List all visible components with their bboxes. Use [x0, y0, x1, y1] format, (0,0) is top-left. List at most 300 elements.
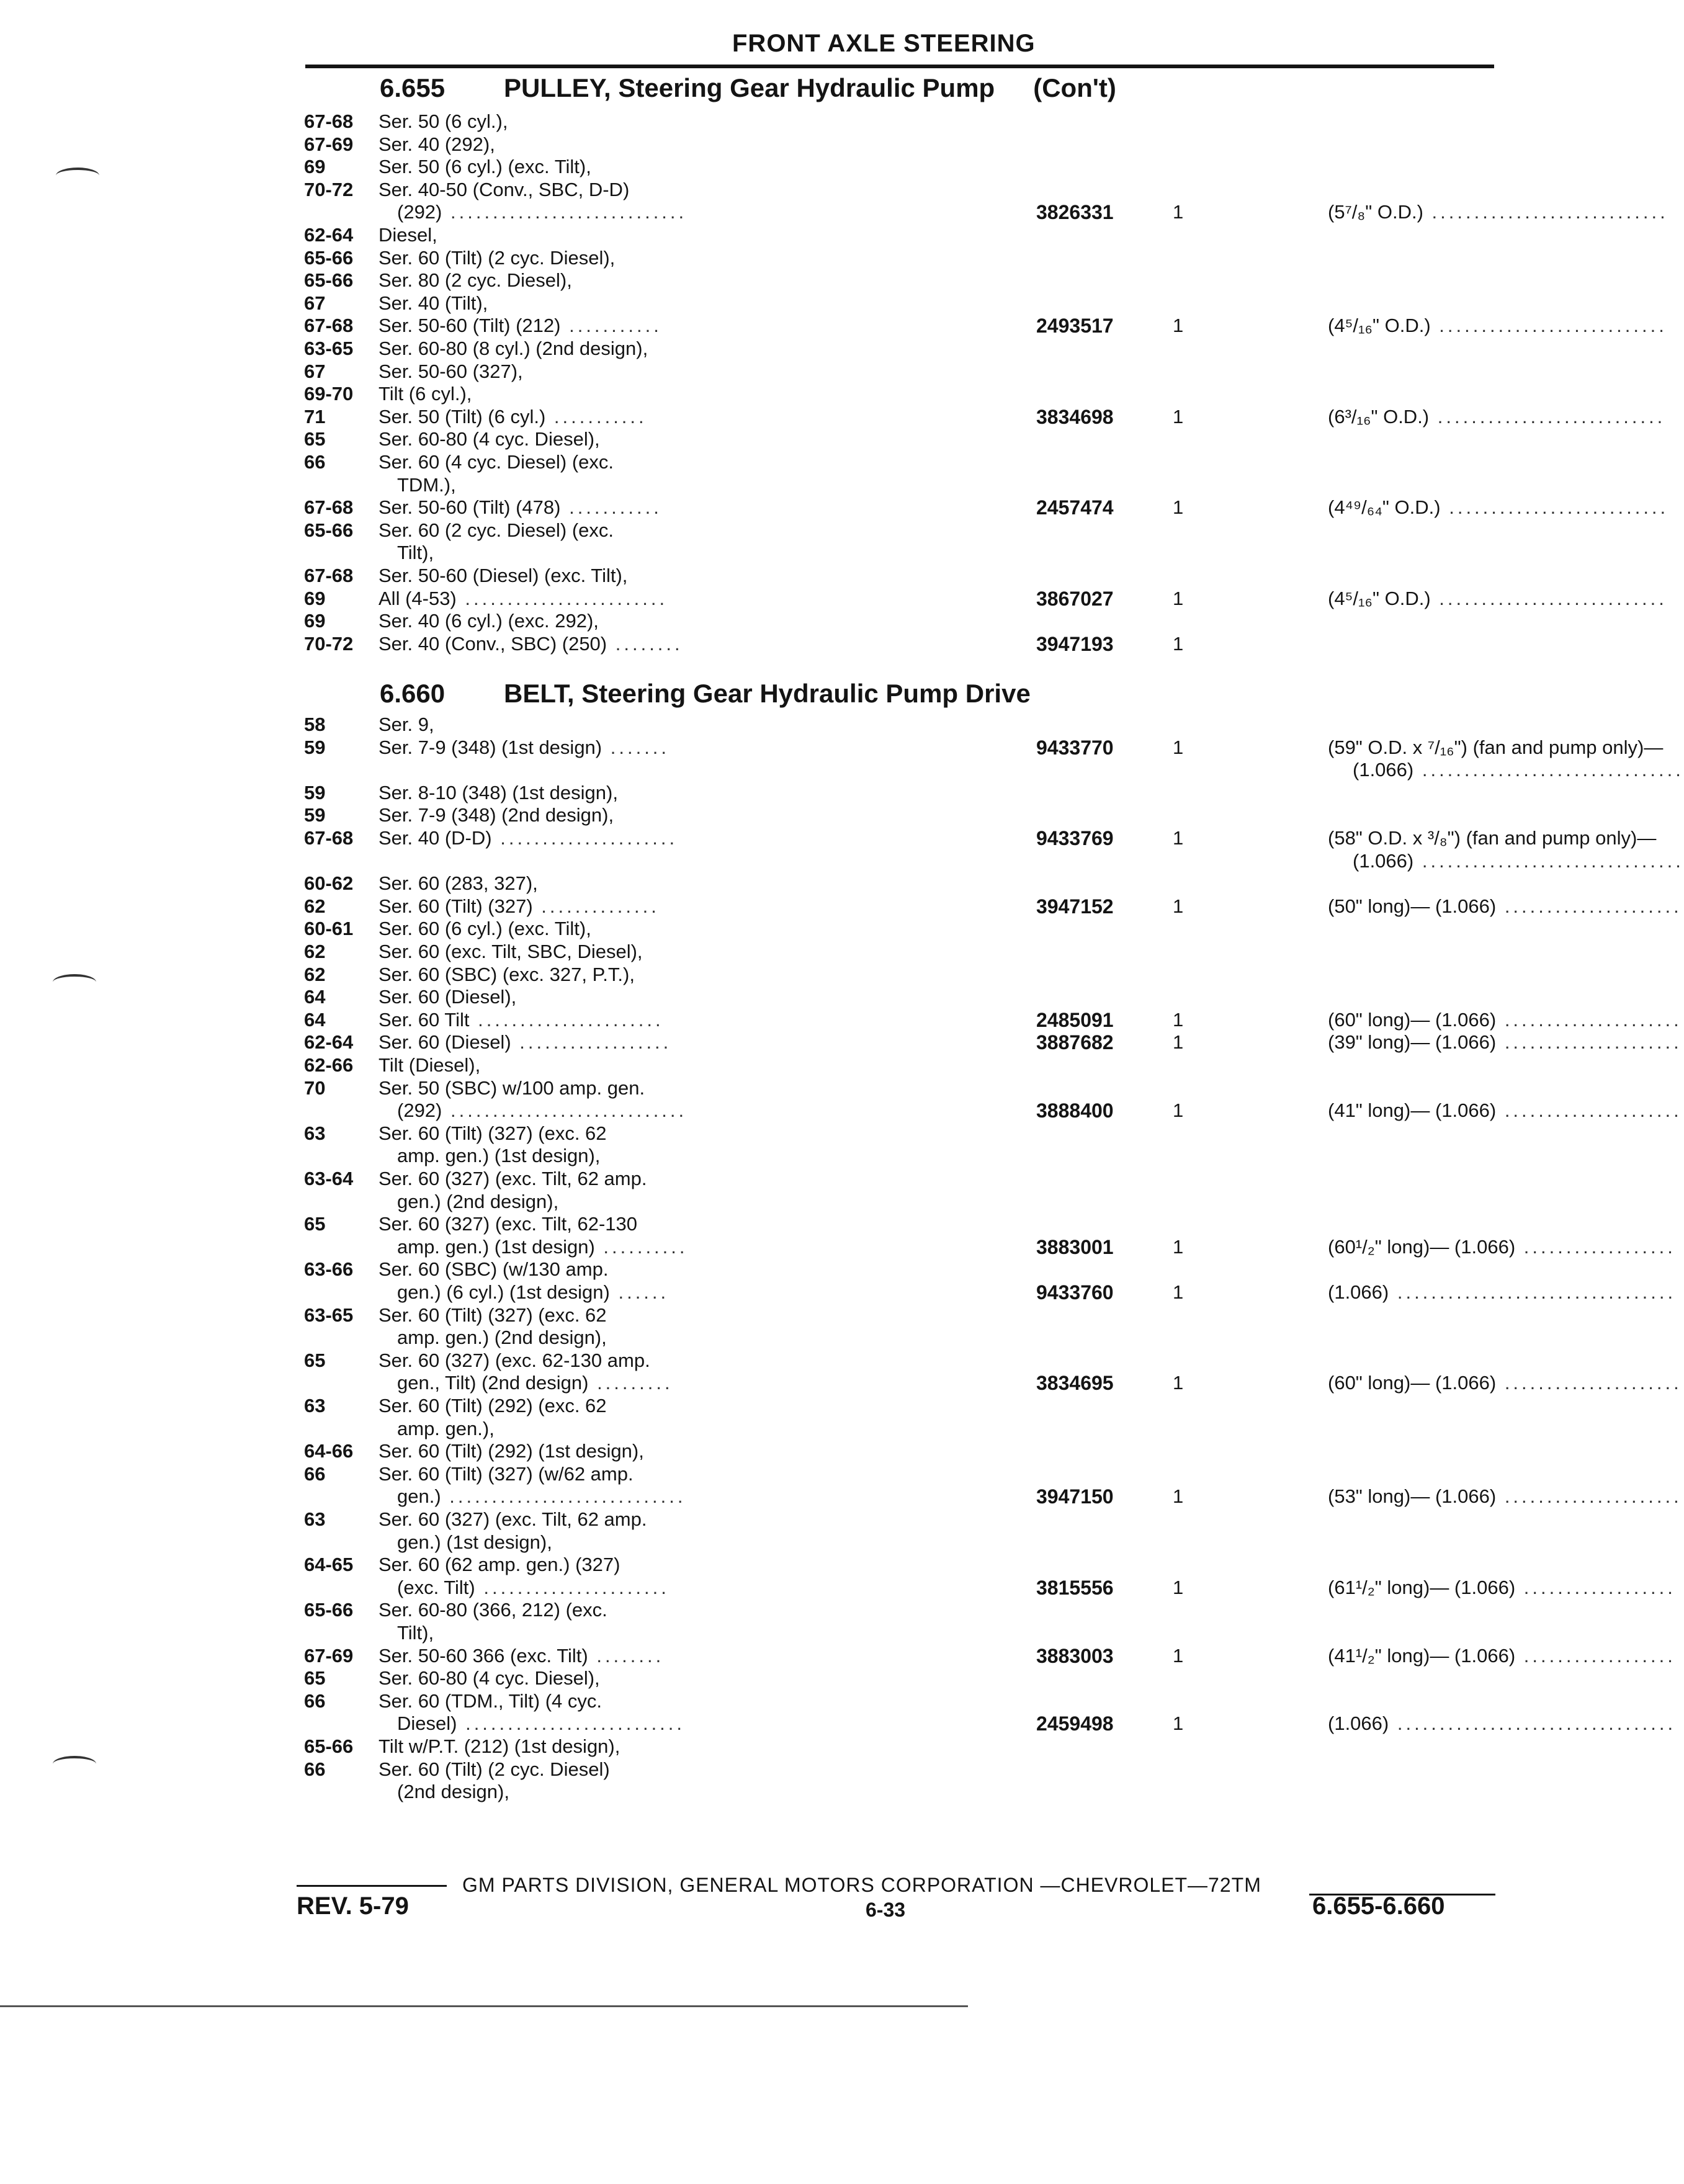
application-description: Ser. 60 (Tilt) (292) (1st design),: [378, 1440, 644, 1462]
quantity: 1: [1173, 1645, 1184, 1667]
application-description: Ser. 60 (Diesel),: [378, 986, 517, 1008]
application-description: Ser. 60-80 (4 cyc. Diesel),: [378, 1667, 600, 1689]
part-line: [304, 1463, 1495, 1485]
application-description: Ser. 60-80 (8 cyl.) (2nd design),: [378, 338, 648, 359]
model-years: 66: [304, 1463, 326, 1485]
part-line: [304, 1145, 1495, 1167]
application-description: All (4-53) ........................: [378, 588, 668, 609]
application-description: Ser. 50 (SBC) w/100 amp. gen.: [378, 1077, 645, 1099]
part-number: 3947150: [1036, 1485, 1114, 1508]
model-years: 70-72: [304, 633, 354, 655]
part-number: 3888400: [1036, 1099, 1114, 1122]
application-description: amp. gen.) (2nd design),: [397, 1327, 607, 1348]
remarks: (39" long)— (1.066) .....................: [1328, 1031, 1682, 1053]
leader-dots: ........: [588, 1645, 665, 1667]
model-years: 65: [304, 1667, 326, 1689]
application-description: Ser. 60 (2 cyc. Diesel) (exc.: [378, 519, 614, 541]
application-description: Ser. 40 (292),: [378, 133, 495, 155]
model-years: 63: [304, 1508, 326, 1530]
remarks: (41¹/₂" long)— (1.066) ..................: [1328, 1645, 1676, 1667]
application-description: Ser. 80 (2 cyc. Diesel),: [378, 269, 572, 291]
application-description: Ser. 60 (327) (exc. 62-130 amp.: [378, 1349, 650, 1371]
leader-dots: .....................: [491, 827, 678, 849]
leader-dots: .................................: [1389, 1712, 1677, 1734]
quantity: 1: [1173, 1712, 1184, 1734]
application-description: Ser. 60-80 (4 cyc. Diesel),: [378, 428, 600, 450]
remarks: (50" long)— (1.066) .....................: [1328, 895, 1682, 917]
part-number: 3947193: [1036, 633, 1114, 655]
part-line: [304, 1258, 1495, 1281]
punch-mark: [53, 1756, 96, 1772]
section-heading: [380, 679, 1031, 709]
application-description: gen.) (1st design),: [397, 1531, 552, 1553]
part-line: [304, 1236, 1676, 1258]
part-line: [304, 759, 1684, 781]
quantity: 1: [1173, 1236, 1184, 1258]
part-line: [304, 1440, 1495, 1462]
application-description: Tilt (6 cyl.),: [378, 383, 472, 405]
model-years: 64-65: [304, 1554, 354, 1575]
application-description: Ser. 60 (Tilt) (292) (exc. 62: [378, 1395, 607, 1416]
application-description: Ser. 50-60 (Tilt) (478) ...........: [378, 496, 662, 518]
application-description: Ser. 60 (exc. Tilt, SBC, Diesel),: [378, 941, 643, 962]
leader-dots: .....................: [1496, 1009, 1682, 1031]
model-years: 65-66: [304, 1599, 354, 1621]
part-number: 3883001: [1036, 1236, 1114, 1258]
part-line: [304, 1667, 1495, 1689]
quantity: 1: [1173, 1099, 1184, 1121]
part-line: [304, 1304, 1495, 1327]
model-years: 66: [304, 451, 326, 473]
part-line: [304, 292, 1495, 315]
model-years: 59: [304, 782, 326, 803]
application-description: Ser. 50 (6 cyl.) (exc. Tilt),: [378, 156, 591, 177]
model-years: 65-66: [304, 519, 354, 541]
part-number: 3883003: [1036, 1645, 1114, 1667]
leader-dots: .....................: [1496, 895, 1682, 917]
application-description: Ser. 60 (Tilt) (2 cyc. Diesel): [378, 1758, 610, 1780]
leader-dots: .....................: [1496, 1099, 1682, 1121]
part-line: [304, 1577, 1676, 1599]
leader-dots: ...........................: [1430, 315, 1667, 336]
leader-dots: ......................: [469, 1009, 664, 1031]
application-description: Ser. 60 (283, 327),: [378, 872, 538, 894]
remarks: (5⁷/₈" O.D.) ............................: [1328, 201, 1668, 223]
application-description: Diesel) ..........................: [397, 1712, 686, 1734]
part-line: [304, 224, 1495, 246]
leader-dots: .....................: [1496, 1031, 1682, 1053]
part-line: [304, 406, 1666, 428]
part-number: 3834695: [1036, 1372, 1114, 1394]
remarks: (58" O.D. x ³/₈") (fan and pump only)—: [1328, 827, 1657, 849]
model-years: 69: [304, 588, 326, 609]
application-description: Ser. 60 (6 cyl.) (exc. Tilt),: [378, 918, 591, 939]
application-description: Ser. 40 (D-D) .....................: [378, 827, 678, 849]
part-line: [304, 1395, 1495, 1417]
application-description: Ser. 60 (Tilt) (327) ..............: [378, 895, 660, 917]
part-line: [304, 895, 1682, 918]
application-description: gen.) ............................: [397, 1485, 686, 1507]
part-line: [304, 714, 1495, 736]
quantity: 1: [1173, 1031, 1184, 1053]
model-years: 63: [304, 1395, 326, 1416]
leader-dots: ........: [607, 633, 683, 655]
application-description: Ser. 50-60 (327),: [378, 360, 523, 382]
leader-dots: ......: [609, 1281, 670, 1303]
application-description: Ser. 60 (327) (exc. Tilt, 62 amp.: [378, 1508, 647, 1530]
part-line: [304, 110, 1495, 133]
remarks: (61¹/₂" long)— (1.066) ..................: [1328, 1577, 1676, 1598]
leader-dots: ...............................: [1413, 759, 1684, 781]
part-line: [304, 588, 1667, 610]
part-line: [304, 986, 1495, 1008]
section-title: BELT, Steering Gear Hydraulic Pump Drive: [504, 679, 1031, 708]
model-years: 62: [304, 941, 326, 962]
model-years: 64: [304, 986, 326, 1008]
part-number: 3826331: [1036, 201, 1114, 223]
remarks: (4⁵/₁₆" O.D.) ...........................: [1328, 315, 1667, 336]
part-line: [304, 383, 1495, 405]
punch-mark: [56, 168, 99, 184]
bottom-edge-rule: [0, 2005, 968, 2007]
leader-dots: ...........: [560, 315, 662, 336]
model-years: 67: [304, 360, 326, 382]
application-description: Ser. 8-10 (348) (1st design),: [378, 782, 618, 803]
application-description: gen.) (6 cyl.) (1st design) ......: [397, 1281, 670, 1303]
leader-dots: ..................: [1515, 1236, 1676, 1258]
remarks: (41" long)— (1.066) .....................: [1328, 1099, 1682, 1121]
part-line: [304, 1485, 1682, 1508]
leader-dots: .........: [588, 1372, 673, 1394]
section-range: 6.655-6.660: [1312, 1892, 1445, 1920]
application-description: Ser. 60 (Tilt) (327) (w/62 amp.: [378, 1463, 634, 1485]
application-description: Tilt (Diesel),: [378, 1054, 481, 1076]
revision-date: REV. 5-79: [297, 1892, 409, 1920]
application-description: amp. gen.) (1st design),: [397, 1145, 601, 1166]
section-title: PULLEY, Steering Gear Hydraulic Pump: [504, 73, 995, 102]
leader-dots: ........................: [456, 588, 668, 609]
application-description: Tilt),: [397, 542, 434, 563]
model-years: 65: [304, 1213, 326, 1235]
remarks: (1.066) .................................: [1328, 1281, 1677, 1303]
application-description: (292) ............................: [397, 1099, 687, 1121]
application-description: TDM.),: [397, 474, 456, 496]
footer-rule-left: [297, 1885, 447, 1887]
part-line: [304, 519, 1495, 542]
model-years: 63: [304, 1122, 326, 1144]
part-number: 9433760: [1036, 1281, 1114, 1304]
part-line: [304, 804, 1495, 826]
application-description: Ser. 60 (TDM., Tilt) (4 cyc.: [378, 1690, 602, 1712]
model-years: 67-68: [304, 565, 354, 586]
application-description: (292) ............................: [397, 201, 687, 223]
model-years: 58: [304, 714, 326, 735]
quantity: 1: [1173, 827, 1184, 849]
application-description: Ser. 40 (6 cyl.) (exc. 292),: [378, 610, 599, 632]
application-description: Ser. 50 (Tilt) (6 cyl.) ...........: [378, 406, 647, 427]
leader-dots: ..................: [511, 1031, 672, 1053]
leader-dots: .....................: [1496, 1485, 1682, 1507]
application-description: Ser. 60 (Tilt) (327) (exc. 62: [378, 1304, 607, 1326]
application-description: Ser. 50 (6 cyl.),: [378, 110, 508, 132]
part-line: [304, 179, 1495, 201]
model-years: 64-66: [304, 1440, 354, 1462]
model-years: 69: [304, 610, 326, 632]
part-line: [304, 1031, 1682, 1054]
part-number: 2459498: [1036, 1712, 1114, 1735]
leader-dots: ...........: [560, 496, 662, 518]
part-number: 3947152: [1036, 895, 1114, 918]
quantity: 1: [1173, 1009, 1184, 1031]
part-line: [304, 269, 1495, 292]
part-line: [304, 1645, 1676, 1667]
part-line: [304, 1009, 1682, 1031]
part-line: [304, 1418, 1495, 1440]
quantity: 1: [1173, 1485, 1184, 1507]
part-line: [304, 1099, 1682, 1122]
part-line: [304, 360, 1495, 383]
application-description: Ser. 60 (4 cyc. Diesel) (exc.: [378, 451, 614, 473]
leader-dots: ..............: [532, 895, 660, 917]
part-line: [304, 247, 1495, 269]
model-years: 63-64: [304, 1168, 354, 1189]
model-years: 62-66: [304, 1054, 354, 1076]
application-description: gen.) (2nd design),: [397, 1191, 559, 1212]
application-description: Ser. 50-60 (Tilt) (212) ...........: [378, 315, 662, 336]
model-years: 70-72: [304, 179, 354, 200]
part-line: [304, 315, 1667, 337]
remarks: (1.066) ...............................: [1353, 759, 1684, 781]
application-description: amp. gen.) (1st design) ..........: [397, 1236, 688, 1258]
part-line: [304, 1372, 1682, 1394]
part-line: [304, 474, 1495, 496]
model-years: 69: [304, 156, 326, 177]
application-description: Ser. 60 (Tilt) (2 cyc. Diesel),: [378, 247, 616, 269]
leader-dots: ...........................: [1429, 406, 1666, 427]
application-description: (2nd design),: [397, 1781, 509, 1802]
application-description: Ser. 40-50 (Conv., SBC, D-D): [378, 179, 630, 200]
leader-dots: ............................: [442, 201, 687, 223]
remarks: (1.066) ...............................: [1353, 850, 1684, 872]
model-years: 63-65: [304, 338, 354, 359]
model-years: 70: [304, 1077, 326, 1099]
leader-dots: ...........: [545, 406, 647, 427]
quantity: 1: [1173, 633, 1184, 655]
model-years: 67: [304, 292, 326, 314]
part-line: [304, 1168, 1495, 1190]
leader-dots: ..................: [1515, 1577, 1676, 1598]
application-description: Ser. 60 (327) (exc. Tilt, 62 amp.: [378, 1168, 647, 1189]
part-line: [304, 850, 1684, 872]
model-years: 65: [304, 1349, 326, 1371]
part-line: [304, 1327, 1495, 1349]
part-line: [304, 1599, 1495, 1621]
application-description: Ser. 60 Tilt ......................: [378, 1009, 664, 1031]
model-years: 59: [304, 804, 326, 826]
part-line: [304, 1213, 1495, 1235]
model-years: 67-68: [304, 827, 354, 849]
model-years: 67-69: [304, 133, 354, 155]
model-years: 60-62: [304, 872, 354, 894]
section-continued-note: (Con't): [1033, 73, 1116, 102]
remarks: (4⁵/₁₆" O.D.) ...........................: [1328, 588, 1667, 609]
application-description: Ser. 60 (Tilt) (327) (exc. 62: [378, 1122, 607, 1144]
leader-dots: ......................: [475, 1577, 670, 1598]
model-years: 59: [304, 736, 326, 758]
part-number: 9433770: [1036, 736, 1114, 759]
part-line: [304, 133, 1495, 156]
part-number: 9433769: [1036, 827, 1114, 849]
part-line: [304, 1508, 1495, 1531]
leader-dots: ............................: [1423, 201, 1668, 223]
model-years: 67-68: [304, 496, 354, 518]
part-number: 2485091: [1036, 1009, 1114, 1031]
part-line: [304, 1622, 1495, 1644]
quantity: 1: [1173, 1577, 1184, 1598]
application-description: Ser. 60 (SBC) (w/130 amp.: [378, 1258, 609, 1280]
model-years: 67-68: [304, 315, 354, 336]
part-line: [304, 1122, 1495, 1145]
footer-publisher: GM PARTS DIVISION, GENERAL MOTORS CORPORATION —CHEVROLET—72TM: [462, 1874, 1261, 1896]
model-years: 71: [304, 406, 326, 427]
remarks: (59" O.D. x ⁷/₁₆") (fan and pump only)—: [1328, 736, 1664, 758]
application-description: amp. gen.),: [397, 1418, 495, 1439]
remarks: (60" long)— (1.066) .....................: [1328, 1372, 1682, 1394]
quantity: 1: [1173, 588, 1184, 609]
leader-dots: ..................: [1515, 1645, 1676, 1667]
page-header-title: FRONT AXLE STEERING: [732, 30, 1036, 57]
part-line: [304, 201, 1668, 223]
punch-mark: [53, 974, 96, 990]
part-line: [304, 542, 1495, 564]
model-years: 62: [304, 964, 326, 985]
model-years: 62-64: [304, 1031, 354, 1053]
leader-dots: .......: [602, 736, 670, 758]
leader-dots: ...........................: [1430, 588, 1667, 609]
section-number: 6.655: [380, 73, 446, 102]
quantity: 1: [1173, 1372, 1184, 1394]
part-line: [304, 338, 1495, 360]
part-line: [304, 451, 1495, 473]
page-number: 6-33: [866, 1899, 906, 1921]
part-line: [304, 1191, 1495, 1213]
quantity: 1: [1173, 406, 1184, 427]
model-years: 63-65: [304, 1304, 354, 1326]
quantity: 1: [1173, 201, 1184, 223]
part-line: [304, 156, 1495, 178]
leader-dots: ............................: [442, 1099, 687, 1121]
leader-dots: ..........: [594, 1236, 688, 1258]
model-years: 65-66: [304, 269, 354, 291]
remarks: (60¹/₂" long)— (1.066) ..................: [1328, 1236, 1676, 1258]
remarks: (1.066) .................................: [1328, 1712, 1677, 1734]
application-description: Ser. 9,: [378, 714, 434, 735]
part-number: 3834698: [1036, 406, 1114, 428]
leader-dots: ...............................: [1413, 850, 1684, 872]
leader-dots: ..........................: [457, 1712, 686, 1734]
part-line: [304, 633, 1495, 655]
part-line: [304, 1554, 1495, 1576]
application-description: Tilt),: [397, 1622, 434, 1644]
application-description: Ser. 60 (Diesel) ..................: [378, 1031, 672, 1053]
header-rule: [305, 65, 1494, 68]
part-line: [304, 1758, 1495, 1781]
model-years: 65: [304, 428, 326, 450]
quantity: 1: [1173, 496, 1184, 518]
application-description: Ser. 50-60 (Diesel) (exc. Tilt),: [378, 565, 628, 586]
model-years: 65-66: [304, 247, 354, 269]
application-description: Ser. 7-9 (348) (2nd design),: [378, 804, 614, 826]
model-years: 65-66: [304, 1735, 354, 1757]
section-heading: [380, 73, 1116, 103]
remarks: (6³/₁₆" O.D.) ...........................: [1328, 406, 1666, 427]
application-description: Ser. 60 (SBC) (exc. 327, P.T.),: [378, 964, 635, 985]
model-years: 62-64: [304, 224, 354, 246]
leader-dots: ..........................: [1440, 496, 1669, 518]
part-line: [304, 1077, 1495, 1099]
leader-dots: .................................: [1389, 1281, 1677, 1303]
quantity: 1: [1173, 315, 1184, 336]
part-line: [304, 1781, 1495, 1803]
remarks: (53" long)— (1.066) .....................: [1328, 1485, 1682, 1507]
leader-dots: ............................: [441, 1485, 686, 1507]
application-description: Ser. 50-60 366 (exc. Tilt) ........: [378, 1645, 665, 1667]
part-line: [304, 496, 1669, 519]
remarks: (60" long)— (1.066) .....................: [1328, 1009, 1682, 1031]
quantity: 1: [1173, 895, 1184, 917]
part-line: [304, 1054, 1495, 1076]
application-description: Tilt w/P.T. (212) (1st design),: [378, 1735, 620, 1757]
application-description: (exc. Tilt) ......................: [397, 1577, 670, 1598]
application-description: Ser. 7-9 (348) (1st design) .......: [378, 736, 670, 758]
model-years: 63-66: [304, 1258, 354, 1280]
part-number: 3867027: [1036, 588, 1114, 610]
model-years: 64: [304, 1009, 326, 1031]
model-years: 69-70: [304, 383, 354, 405]
quantity: 1: [1173, 1281, 1184, 1303]
part-line: [304, 827, 1657, 849]
application-description: Ser. 60 (62 amp. gen.) (327): [378, 1554, 620, 1575]
model-years: 67-68: [304, 110, 354, 132]
model-years: 66: [304, 1690, 326, 1712]
application-description: Ser. 60-80 (366, 212) (exc.: [378, 1599, 607, 1621]
part-line: [304, 610, 1495, 632]
part-number: 2493517: [1036, 315, 1114, 337]
part-line: [304, 941, 1495, 963]
application-description: Ser. 40 (Conv., SBC) (250) ........: [378, 633, 683, 655]
part-line: [304, 565, 1495, 587]
part-line: [304, 1690, 1495, 1712]
application-description: Ser. 40 (Tilt),: [378, 292, 488, 314]
part-number: 3887682: [1036, 1031, 1114, 1054]
part-line: [304, 736, 1664, 759]
part-line: [304, 872, 1495, 895]
part-line: [304, 964, 1495, 986]
model-years: 66: [304, 1758, 326, 1780]
part-line: [304, 428, 1495, 450]
model-years: 60-61: [304, 918, 354, 939]
section-number: 6.660: [380, 679, 446, 708]
part-number: 3815556: [1036, 1577, 1114, 1599]
quantity: 1: [1173, 736, 1184, 758]
part-number: 2457474: [1036, 496, 1114, 519]
application-description: Diesel,: [378, 224, 437, 246]
model-years: 67-69: [304, 1645, 354, 1667]
application-description: gen., Tilt) (2nd design) .........: [397, 1372, 673, 1394]
leader-dots: .....................: [1496, 1372, 1682, 1394]
part-line: [304, 782, 1495, 804]
part-line: [304, 1712, 1677, 1735]
